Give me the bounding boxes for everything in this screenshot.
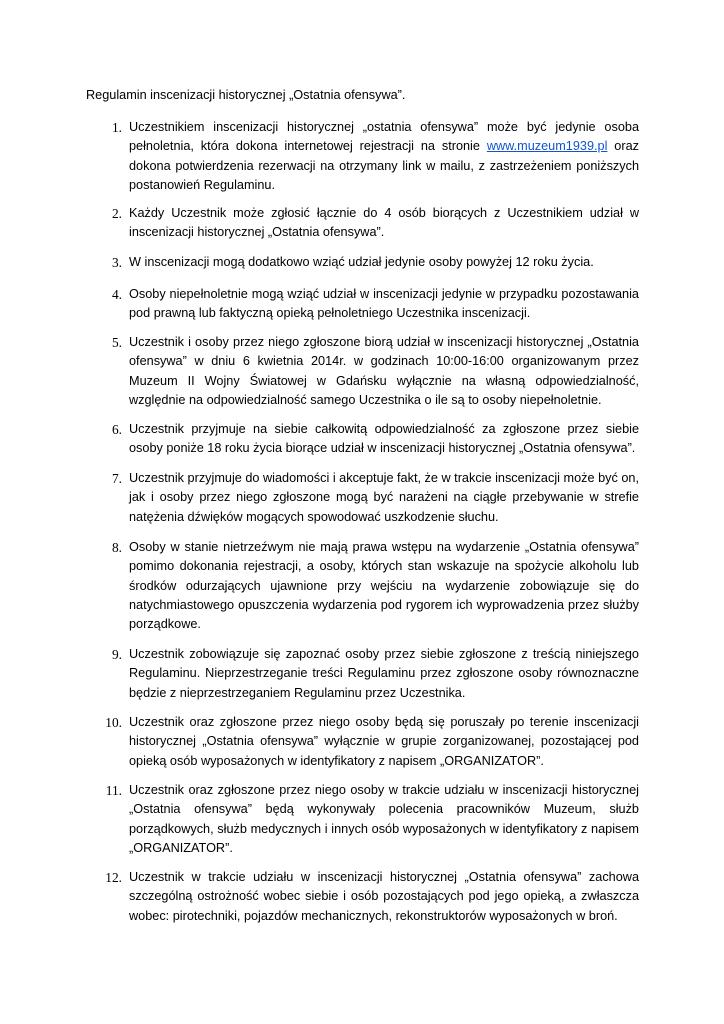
item-text-part: Uczestnikiem inscenizacji historycznej „ostatnia ofensywa” może być jedynie osoba pełnoletnia, która dokona internetowej rejestracji na stronie	[129, 120, 639, 154]
item-text	[129, 118, 639, 195]
item-text: W inscenizacji mogą dodatkowo wziąć udział jedynie osoby powyżej 12 roku życia.	[129, 255, 594, 269]
item-text: Każdy Uczestnik może zgłosić łącznie do 4 osób biorących z Uczestnikiem udział w inscenizacji historycznej „Ostatnia ofensywa”.	[129, 206, 639, 240]
item-number: 3.	[111, 255, 122, 270]
item-number: 7.	[111, 471, 122, 486]
item-text: Uczestnik w trakcie udziału w inscenizacji historycznej „Ostatnia ofensywa” zachowa szczególną ostrożność wobec siebie i osób pozostających pod jego opieką, a zwłaszcza wobec: pirotechniki, pojazdów mechanicznych, rekonstruktorów wyposażonych w broń.	[129, 870, 639, 923]
item-number: 12.	[105, 870, 122, 885]
item-text: Uczestnik przyjmuje na siebie całkowitą odpowiedzialność za zgłoszone przez siebie osoby poniże 18 roku życia biorące udział w inscenizacji historycznej „Ostatnia ofensywa”.	[129, 422, 639, 456]
item-number: 5.	[111, 335, 122, 350]
item-number: 10.	[105, 715, 122, 730]
item-text: Uczestnik i osoby przez niego zgłoszone biorą udział w inscenizacji historycznej „Ostatnia ofensywa” w dniu 6 kwietnia 2014r. w godzinach 10:00-16:00 organizowanym przez Muzeum II Wojny Światowej w Gdańsku wyłącznie na własną odpowiedzialność, względnie na odpowiedzialność samego Uczestnika o ile są to osoby niepełnoletnie.	[129, 335, 639, 407]
item-number: 9.	[111, 647, 122, 662]
item-number: 2.	[111, 206, 122, 221]
item-text: Osoby niepełnoletnie mogą wziąć udział w inscenizacji jedynie w przypadku pozostawania pod prawną lub faktyczną opieką pełnoletniego Uczestnika inscenizacji.	[129, 287, 639, 321]
document-title: Regulamin inscenizacji historycznej „Ostatnia ofensywa”.	[86, 88, 406, 102]
item-number: 4.	[111, 287, 122, 302]
item-text: Uczestnik oraz zgłoszone przez niego osoby będą się poruszały po terenie inscenizacji historycznej „Ostatnia ofensywa” wyłącznie w grupie zorganizowanej, pozostającej pod opieką osób wyposażonych w identyfikatory z napisem „ORGANIZATOR”.	[129, 715, 639, 768]
item-text: Osoby w stanie nietrzeźwym nie mają prawa wstępu na wydarzenie „Ostatnia ofensywa” pomimo dokonania rejestracji, a osoby, których stan wskazuje na spożycie alkoholu lub środków odurzających ujawnione przy wejściu na wydarzenie zobowiązuje się do natychmiastowego opuszczenia wydarzenia pod rygorem ich wyprowadzenia przez służby porządkowe.	[129, 540, 639, 632]
item-text: Uczestnik przyjmuje do wiadomości i akceptuje fakt, że w trakcie inscenizacji może być on, jak i osoby przez niego zgłoszone mogą być narażeni na ciągłe przebywanie w strefie natężenia dźwięków mogących spowodować uszkodzenie słuchu.	[129, 471, 639, 524]
item-number: 1.	[111, 120, 122, 135]
item-number: 11.	[105, 783, 122, 798]
item-text: Uczestnik oraz zgłoszone przez niego osoby w trakcie udziału w inscenizacji historycznej „Ostatnia ofensywa” będą wykonywały polecenia pracowników Muzeum, służb porządkowych, służb medycznych i innych osób wyposażonych w identyfikatory z napisem „ORGANIZATOR”.	[129, 783, 639, 855]
item-text-part: oraz dokona potwierdzenia rezerwacji na otrzymany link w mailu, z zastrzeżeniem poniższych postanowień Regulaminu.	[129, 139, 639, 192]
item-number: 6.	[111, 422, 122, 437]
museum-website-link[interactable]: www.muzeum1939.pl	[486, 139, 608, 154]
item-text: Uczestnik zobowiązuje się zapoznać osoby przez siebie zgłoszone z treścią niniejszego Regulaminu. Nieprzestrzeganie treści Regulaminu przez zgłoszone osoby równoznaczne będzie z nieprzestrzeganiem Regulaminu przez Uczestnika.	[129, 647, 639, 700]
item-number: 8.	[111, 540, 122, 555]
